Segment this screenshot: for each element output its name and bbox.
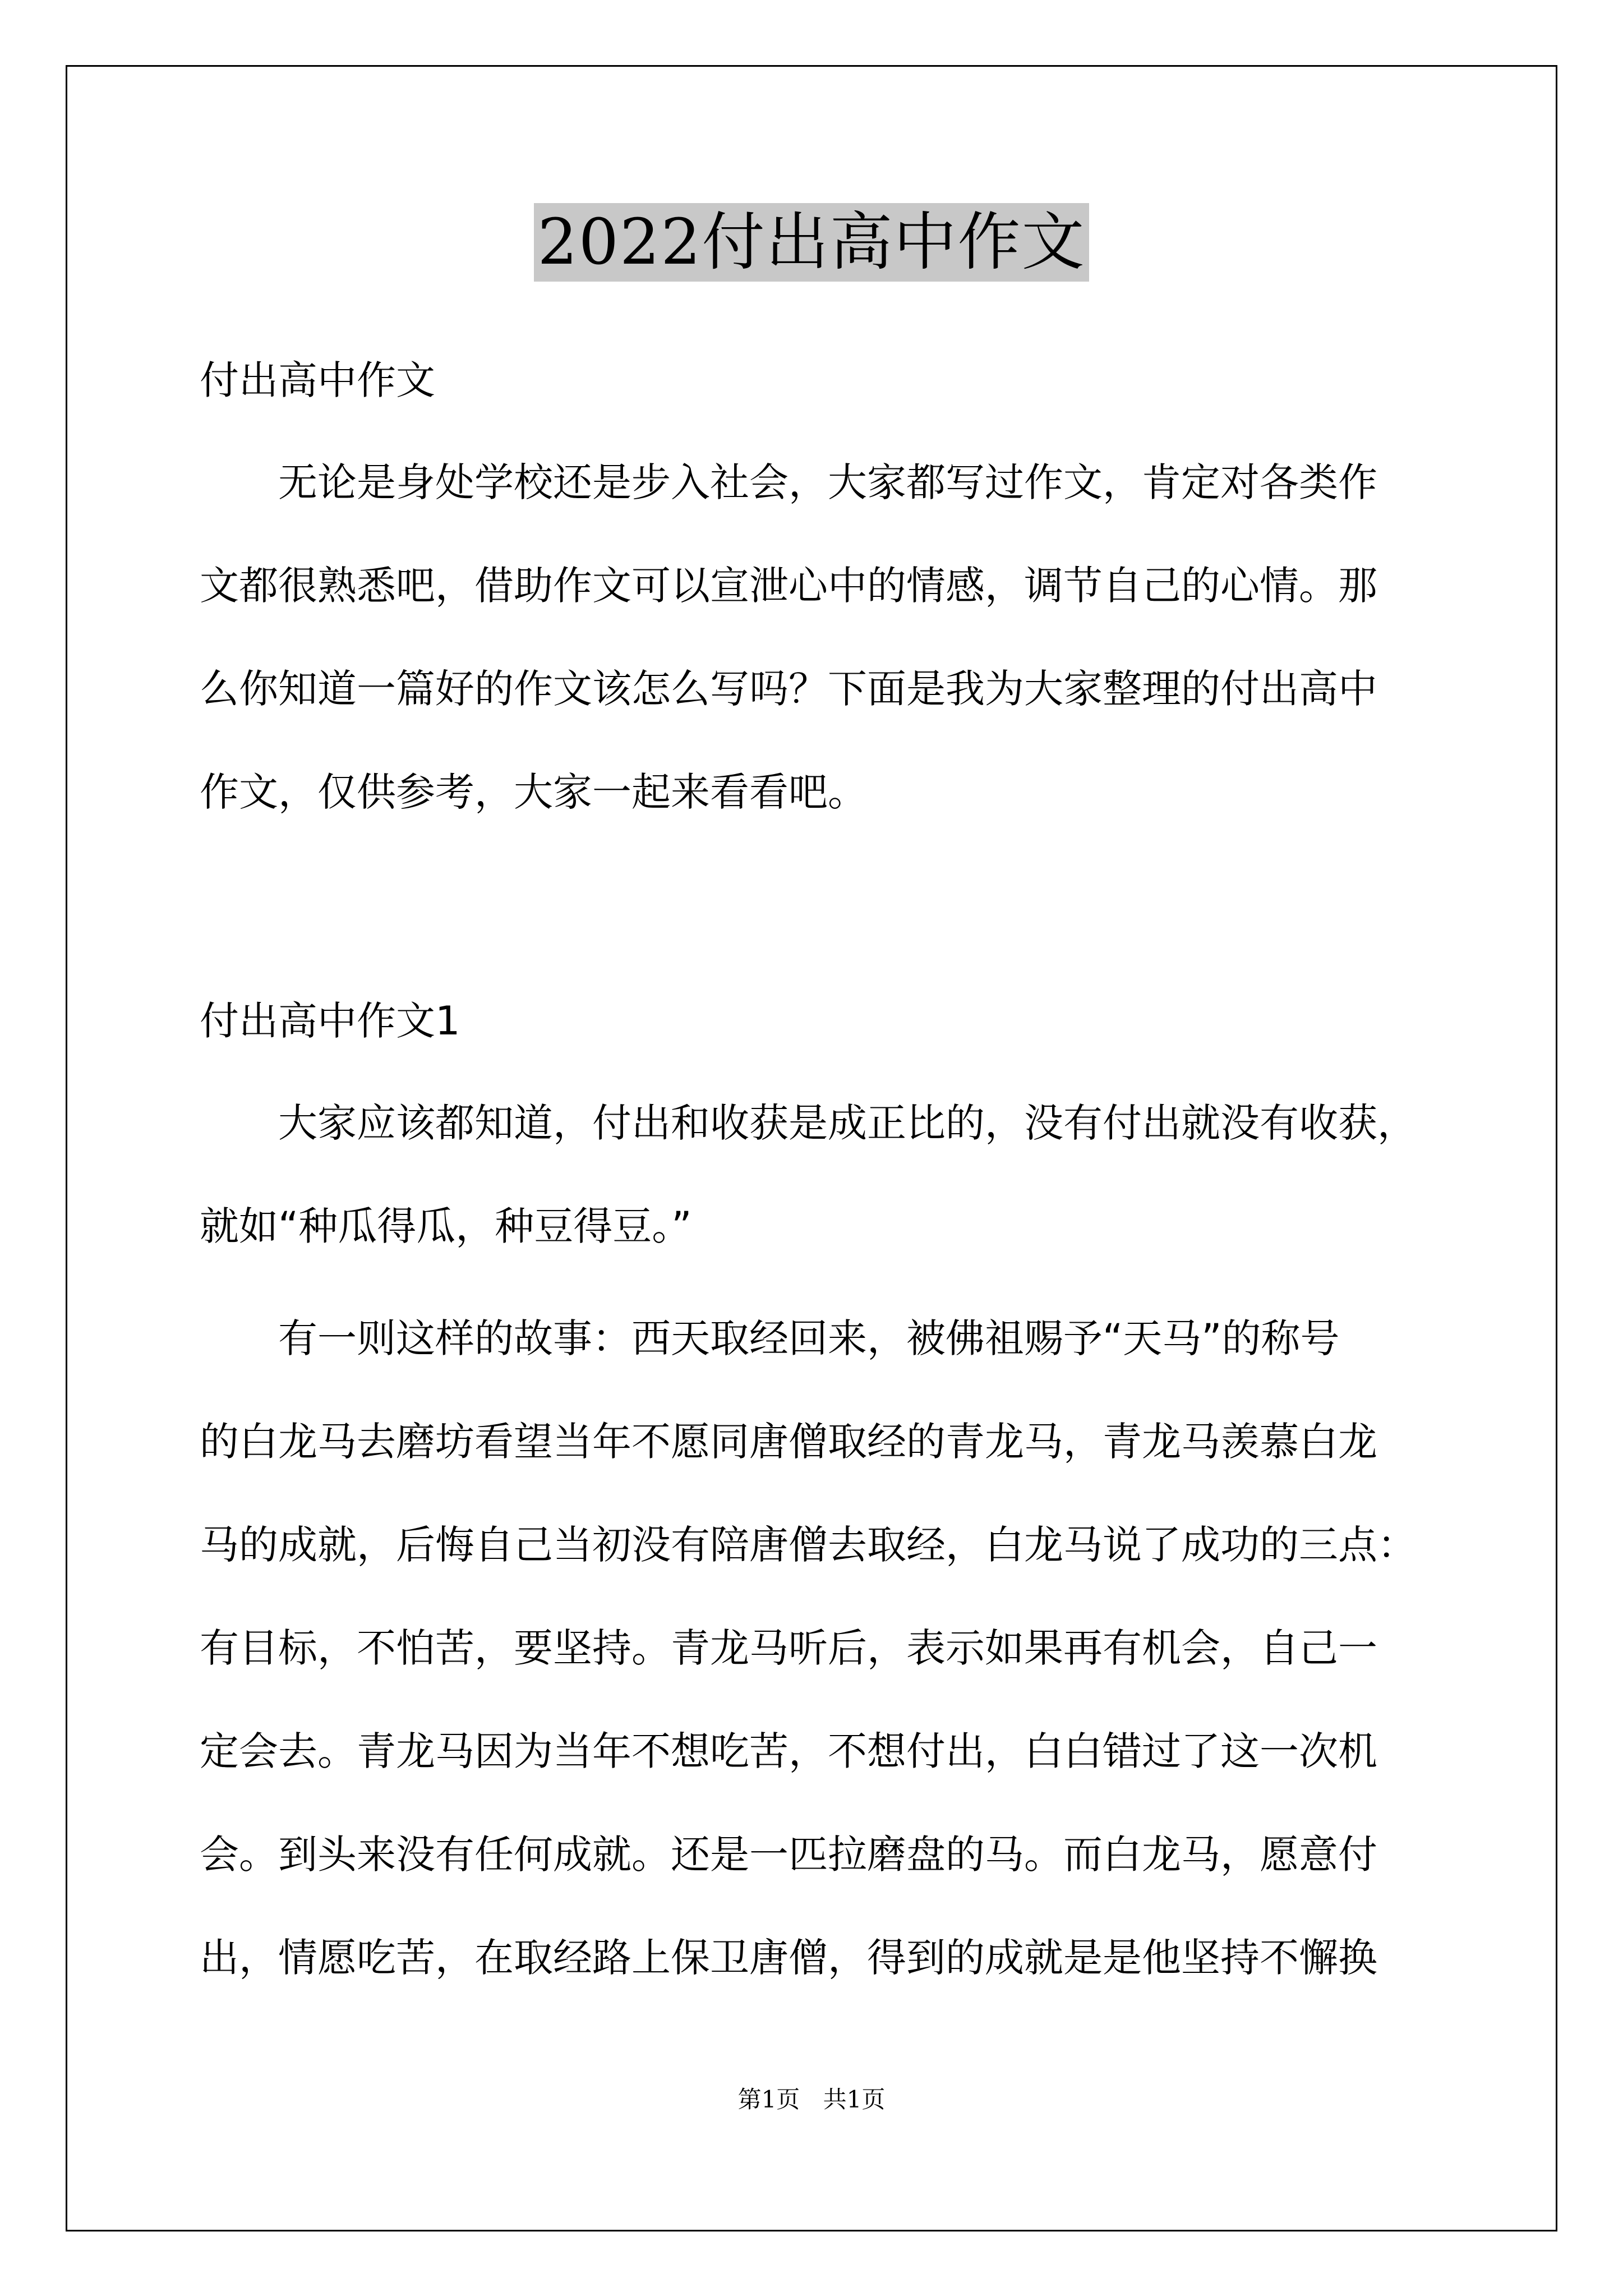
page-total: 共1页 — [823, 2086, 886, 2113]
para2-line-3: 马的成就，后悔自己当初没有陪唐僧去取经，白龙马说了成功的三点： — [200, 1522, 1417, 1568]
para2-line-4: 有目标，不怕苦，要坚持。青龙马听后，表示如果再有机会，自己一 — [200, 1625, 1377, 1671]
document-title: 2022付出高中作文 — [534, 203, 1089, 282]
para2-line-5: 定会去。青龙马因为当年不想吃苦，不想付出，白白错过了这一次机 — [200, 1728, 1377, 1774]
page-footer — [0, 2081, 1623, 2115]
subheading: 付出高中作文 — [200, 357, 435, 403]
para2-line-2: 的白龙马去磨坊看望当年不愿同唐僧取经的青龙马，青龙马羡慕白龙 — [200, 1419, 1377, 1465]
intro-line-1: 无论是身处学校还是步入社会，大家都写过作文，肯定对各类作 — [200, 459, 1377, 505]
para2-line-1: 有一则这样的故事：西天取经回来，被佛祖赐予“天马”的称号 — [200, 1315, 1340, 1361]
intro-line-4: 作文，仅供参考，大家一起来看看吧。 — [200, 769, 867, 815]
section-heading: 付出高中作文1 — [200, 998, 460, 1044]
intro-line-3: 么你知道一篇好的作文该怎么写吗？下面是我为大家整理的付出高中 — [200, 666, 1377, 712]
para1-line-2: 就如“种瓜得瓜，种豆得豆。” — [200, 1203, 692, 1249]
para2-line-6: 会。到头来没有任何成就。还是一匹拉磨盘的马。而白龙马，愿意付 — [200, 1832, 1377, 1878]
para1-line-1: 大家应该都知道，付出和收获是成正比的，没有付出就没有收获， — [200, 1100, 1417, 1146]
para2-line-7: 出，情愿吃苦，在取经路上保卫唐僧，得到的成就是是他坚持不懈换 — [200, 1935, 1377, 1981]
intro-line-2: 文都很熟悉吧，借助作文可以宣泄心中的情感，调节自己的心情。那 — [200, 563, 1377, 609]
title-container — [0, 203, 1623, 282]
page-number: 第1页 — [737, 2086, 800, 2113]
